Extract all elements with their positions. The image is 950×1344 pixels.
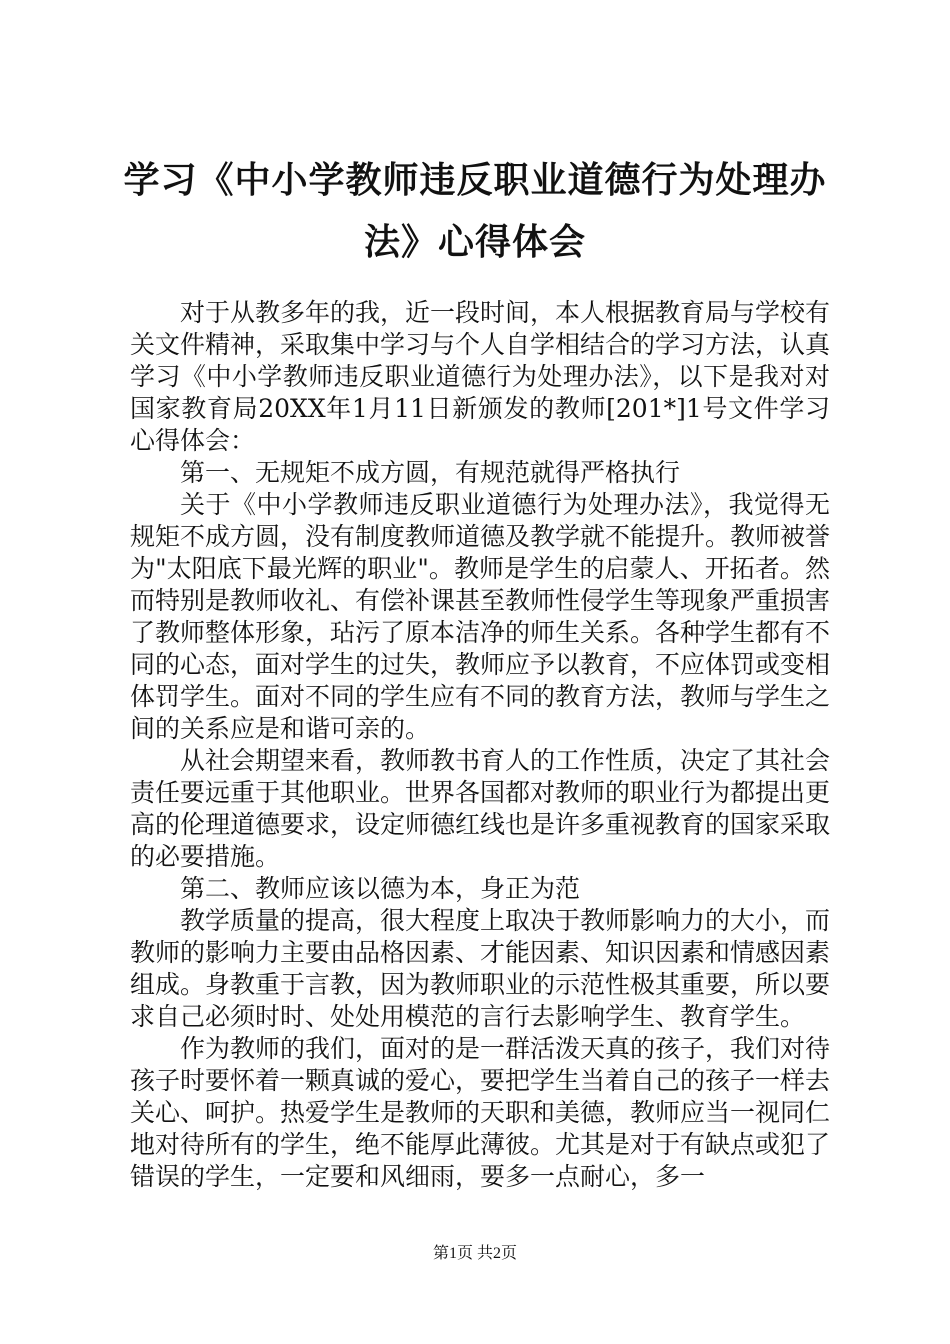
paragraph: 作为教师的我们，面对的是一群活泼天真的孩子，我们对待孩子时要怀着一颗真诚的爱心，要把学生当着自己的孩子一样去关心、呵护。热爱学生是教师的天职和美德，教师应当一视同仁地对待所有的学生，绝不能厚此薄彼。尤其是对于有缺点或犯了错误的学生，一定要和风细雨，要多一点耐心，多一 <box>130 1034 831 1191</box>
paragraph: 从社会期望来看，教师教书育人的工作性质，决定了其社会责任要远重于其他职业。世界各国都对教师的职业行为都提出更高的伦理道德要求，设定师德红线也是许多重视教育的国家采取的必要措施。 <box>130 746 831 871</box>
document-title-line-2: 法》心得体会 <box>363 221 586 263</box>
document-body <box>130 297 830 1193</box>
section-heading-1: 第一、无规矩不成方圆，有规范就得严格执行 <box>180 458 681 487</box>
paragraph: 关于《中小学教师违反职业道德行为处理办法》，我觉得无规矩不成方圆，没有制度教师道德及教学就不能提升。教师被誉为"太阳底下最光辉的职业"。教师是学生的启蒙人、开拓者。然而特别是教师收礼、有偿补课甚至教师性侵学生等现象严重损害了教师整体形象，玷污了原本洁净的师生关系。各种学生都有不同的心态，面对学生的过失，教师应予以教育，不应体罚或变相体罚学生。面对不同的学生应有不同的教育方法，教师与学生之间的关系应是和谐可亲的。 <box>130 490 831 743</box>
document-title-line-1: 学习《中小学教师违反职业道德行为处理办 <box>123 159 827 201</box>
paragraph: 教学质量的提高，很大程度上取决于教师影响力的大小，而教师的影响力主要由品格因素、才能因素、知识因素和情感因素组成。身教重于言教，因为教师职业的示范性极其重要，所以要求自己必须时时、处处用模范的言行去影响学生、教育学生。 <box>130 906 831 1031</box>
paragraph-intro: 对于从教多年的我，近一段时间，本人根据教育局与学校有关文件精神，采取集中学习与个人自学相结合的学习方法，认真学习《中小学教师违反职业道德行为处理办法》，以下是我对对国家教育局20XX年1月11日新颁发的教师[201*]1号文件学习心得体会： <box>130 298 831 455</box>
section-heading-2: 第二、教师应该以德为本，身正为范 <box>180 874 581 903</box>
page-number-footer: 第1页 共2页 <box>432 1245 517 1262</box>
